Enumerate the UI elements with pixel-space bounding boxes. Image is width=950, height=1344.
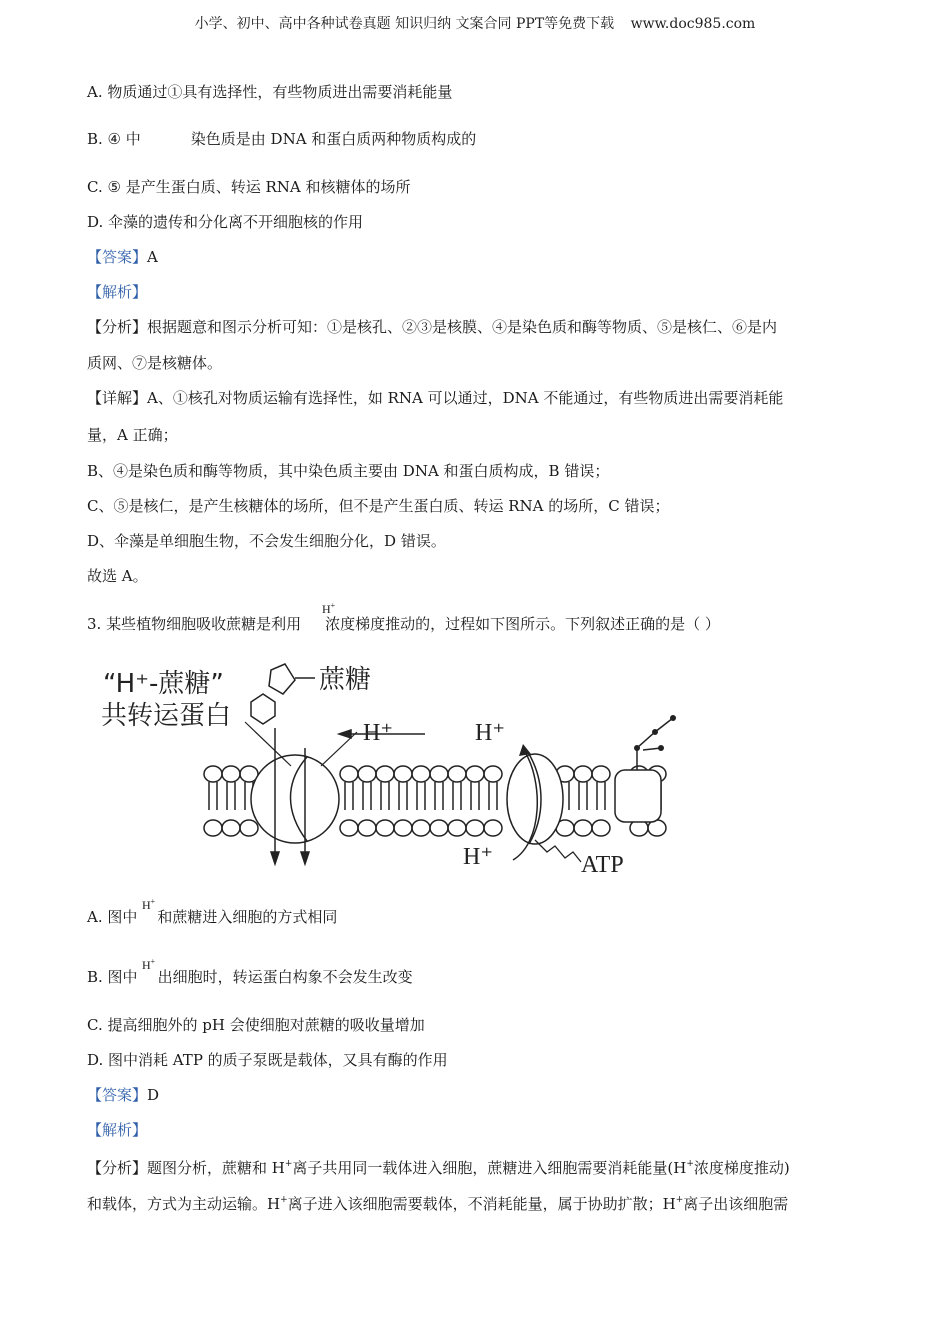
q3-option-d: D. 图中消耗 ATP 的质子泵既是载体，又具有酶的作用 [87, 1051, 448, 1069]
membrane-receptor-protein [615, 770, 661, 822]
h-charge: + [284, 1159, 293, 1169]
q2-answer [87, 247, 158, 267]
q3-fenxi-line1 [87, 1155, 790, 1178]
cotransporter-label-line1: “H⁺-蔗糖” [103, 669, 224, 699]
fenxi-text-a: 和载体，方式为主动运输。H [87, 1195, 281, 1213]
sucrose-label: 蔗糖 [319, 665, 372, 695]
q2-detail-line2: 量，A 正确； [87, 426, 178, 444]
q2-fenxi-line2: 质网、⑦是核糖体。 [87, 354, 223, 372]
q2-detail-d: D、伞藻是单细胞生物，不会发生细胞分化，D 错误。 [87, 532, 446, 550]
q3-stem-prefix: 3. 某些植物细胞吸收蔗糖是利用 [87, 615, 302, 633]
fenxi-text-b: 离子进入该细胞需要载体，不消耗能量，属于协助扩散；H [287, 1195, 676, 1213]
q2-analysis-heading: 【解析】 [87, 283, 148, 301]
header-site-link[interactable]: www.doc985.com [630, 16, 756, 32]
q2-option-a: A. 物质通过①具有选择性，有些物质进出需要消耗能量 [87, 83, 453, 101]
answer-value: A [147, 248, 158, 266]
detail-label: 【详解】 [87, 389, 148, 407]
q3-option-c: C. 提高细胞外的 pH 会使细胞对蔗糖的吸收量增加 [87, 1016, 425, 1034]
pump-arrowhead [519, 744, 531, 756]
h-charge: + [280, 1195, 288, 1205]
q2-detail-line1 [87, 388, 783, 408]
fenxi-text-c: 浓度梯度推动) [693, 1159, 790, 1177]
sucrose-transport-diagram [95, 652, 695, 884]
q3-option-a [87, 907, 337, 927]
answer-label: 【答案】 [87, 1086, 148, 1104]
h-ion-left: H⁺ [363, 720, 393, 746]
q2-option-b [87, 129, 476, 149]
fenxi-label: 【分析】 [87, 1159, 148, 1177]
atp-label: ATP [581, 852, 624, 878]
answer-label: 【答案】 [87, 248, 148, 266]
h-ion-right: H⁺ [475, 720, 505, 746]
detail-text: A、①核孔对物质运输有选择性，如 RNA 可以通过，DNA 不能通过，有些物质进出需要消耗能 [147, 389, 784, 407]
q3-stem-text: 浓度梯度推动的，过程如下图所示。下列叙述正确的是（ ） [325, 615, 720, 633]
h-charge: + [686, 1159, 694, 1169]
q3-answer [87, 1085, 159, 1105]
q3-option-b [87, 967, 413, 987]
header-text: 小学、初中、高中各种试卷真题 知识归纳 文案合同 PPT等免费下载 [194, 16, 615, 32]
cotransporter-label-line2: 共转运蛋白 [101, 701, 232, 731]
q2-option-c: C. ⑤ 是产生蛋白质、转运 RNA 和核糖体的场所 [87, 178, 411, 196]
q3-analysis-heading: 【解析】 [87, 1121, 148, 1139]
q2-detail-c: C、⑤是核仁，是产生核糖体的场所，但不是产生蛋白质、转运 RNA 的场所，C 错误； [87, 497, 670, 515]
q3-a-h-symbol: H+ [142, 897, 156, 912]
q2-fenxi-line1 [87, 317, 777, 337]
page-header [0, 13, 950, 33]
fenxi-label: 【分析】 [87, 318, 148, 336]
q3-b-h-symbol: H+ [142, 957, 156, 972]
q2-option-b-text: 染色质是由 DNA 和蛋白质两种物质构成的 [190, 130, 477, 148]
q3-fenxi-line2 [87, 1191, 788, 1214]
q3-option-b-prefix: B. 图中 [87, 968, 138, 986]
cotransporter-protein [251, 755, 339, 843]
fenxi-text-b: 离子共用同一载体进入细胞，蔗糖进入细胞需要消耗能量(H [292, 1159, 687, 1177]
h-ion-bottom: H⁺ [463, 844, 493, 870]
answer-value: D [147, 1086, 160, 1104]
q3-option-a-prefix: A. 图中 [87, 908, 138, 926]
q3-option-a-text: 和蔗糖进入细胞的方式相同 [157, 908, 338, 926]
q2-option-b-prefix: B. ④ 中 [87, 130, 141, 148]
fenxi-text-a: 题图分析，蔗糖和 H [147, 1159, 285, 1177]
label-leader-left [245, 722, 291, 766]
sucrose-hexagon [251, 694, 275, 724]
q2-option-d: D. 伞藻的遗传和分化离不开细胞核的作用 [87, 213, 364, 231]
q3-option-b-text: 出细胞时，转运蛋白构象不会发生改变 [157, 968, 413, 986]
q2-detail-b: B、④是染色质和酶等物质，其中染色质主要由 DNA 和蛋白质构成，B 错误； [87, 462, 610, 480]
q3-stem-h-symbol: H+ [322, 601, 336, 616]
fenxi-text-c: 离子出该细胞需 [683, 1195, 789, 1213]
q2-conclusion: 故选 A。 [87, 567, 148, 585]
h-charge: + [675, 1195, 684, 1205]
glycan-chain [637, 718, 673, 770]
sucrose-pentagon [269, 664, 295, 694]
fenxi-text: 根据题意和图示分析可知：①是核孔、②③是核膜、④是染色质和酶等物质、⑤是核仁、⑥是内 [147, 318, 778, 336]
q3-stem [87, 614, 720, 634]
